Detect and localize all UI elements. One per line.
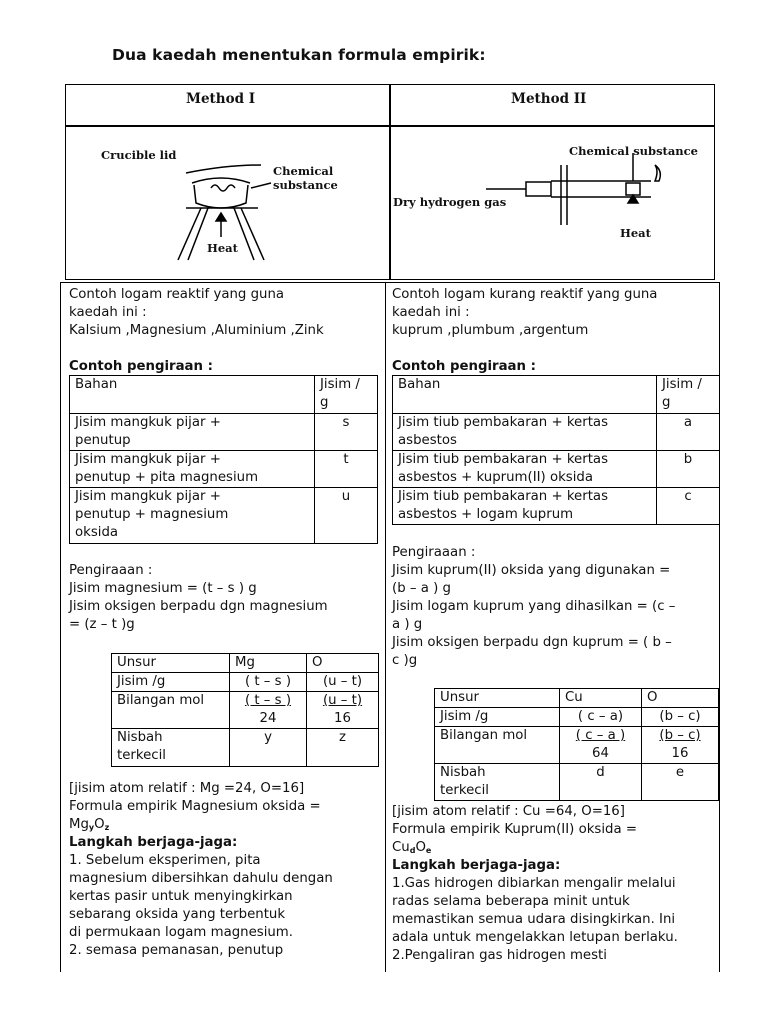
row1-line2: asbestos <box>398 433 457 448</box>
right-precaution-5: 2.Pengaliran gas hidrogen mesti <box>392 948 607 963</box>
m1-heat-label: Heat <box>207 241 238 255</box>
mol-o-num: (b – c) <box>659 728 701 743</box>
right-calc-3: (b – a ) g <box>392 581 451 596</box>
left-mass-table <box>69 375 378 544</box>
right-calc-heading: Contoh pengiraan : <box>392 359 536 374</box>
left-precaution-3: kertas pasir untuk menyingkirkan <box>69 889 293 904</box>
m2-chemical-label: Chemical substance <box>569 144 698 158</box>
mol-o-den: 16 <box>334 711 351 726</box>
row3-value: c <box>684 489 692 504</box>
row2-line2: penutup + pita magnesium <box>75 470 259 485</box>
row3-line3: oksida <box>75 525 119 540</box>
row3-line2: penutup + magnesium <box>75 507 229 522</box>
formula-o: O <box>415 840 426 855</box>
right-mass-table <box>392 375 720 525</box>
row1-line2: penutup <box>75 433 131 448</box>
crucible-lid <box>192 178 250 183</box>
chemical-in-crucible <box>211 185 235 191</box>
method2-title: Method II <box>511 91 587 107</box>
chemical-pointer-line <box>251 183 271 188</box>
right-precaution-heading: Langkah berjaga-jaga: <box>392 858 561 873</box>
row2-value: t <box>343 452 349 467</box>
table-row <box>393 376 720 414</box>
row3-line1: Jisim mangkuk pijar + <box>75 489 221 504</box>
row1-line1: Jisim tiub pembakaran + kertas <box>398 415 608 430</box>
table-row <box>393 488 720 525</box>
formula-cu: Cu <box>392 840 410 855</box>
right-calc-7: c )g <box>392 653 418 668</box>
left-calc-4: = (z – t )g <box>69 617 135 632</box>
left-calc-2: Jisim magnesium = (t – s ) g <box>69 581 257 596</box>
mol-o-den: 16 <box>671 746 689 761</box>
table-row <box>393 451 720 488</box>
table-row <box>112 729 379 767</box>
header-mass: Jisim / <box>320 377 360 392</box>
formula-mg: Mg <box>69 817 89 832</box>
mol-mg-den: 24 <box>259 711 277 726</box>
table-row <box>70 414 378 451</box>
left-precaution-1: 1. Sebelum eksperimen, pita <box>69 853 261 868</box>
mol-mass-o: (u – t) <box>322 674 363 689</box>
ratio-label-2: terkecil <box>440 783 489 798</box>
row2-line2: asbestos + kuprum(II) oksida <box>398 470 593 485</box>
ratio-label-2: terkecil <box>117 748 166 763</box>
row2-line1: Jisim tiub pembakaran + kertas <box>398 452 608 467</box>
right-precaution-2: radas selama beberapa minit untuk <box>392 894 630 909</box>
mol-mg-num: ( t – s ) <box>244 693 292 708</box>
left-intro-2: kaedah ini : <box>69 305 147 320</box>
column-divider <box>385 283 386 972</box>
mol-h1: Unsur <box>440 690 479 705</box>
table-row <box>70 376 378 414</box>
heat-arrow-head-2 <box>628 195 638 203</box>
left-mole-table <box>111 653 379 767</box>
porcelain-boat <box>626 183 640 195</box>
table-row <box>112 692 379 729</box>
m2-gas-label: Dry hydrogen gas <box>393 195 507 209</box>
header-item: Bahan <box>75 377 118 392</box>
mol-h3: O <box>647 690 658 705</box>
formula-sub-d: d <box>409 846 416 855</box>
row3-line1: Jisim tiub pembakaran + kertas <box>398 489 608 504</box>
table-row <box>112 673 379 692</box>
ratio-cu: d <box>596 765 605 780</box>
header-mass: Jisim / <box>662 377 702 392</box>
methods-figure <box>65 84 715 280</box>
row3-line2: asbestos + logam kuprum <box>398 507 574 522</box>
table-row <box>112 654 379 673</box>
mol-h3: O <box>312 655 323 670</box>
combustion-tube-apparatus <box>486 153 660 225</box>
left-precaution-5: di permukaan logam magnesium. <box>69 925 293 940</box>
row2-line1: Jisim mangkuk pijar + <box>75 452 221 467</box>
left-precaution-6: 2. semasa pemanasan, penutup <box>69 943 284 958</box>
formula-sub-z: z <box>104 823 110 832</box>
left-ram: [jisim atom relatif : Mg =24, O=16] <box>69 781 305 796</box>
mol-h2: Mg <box>235 655 255 670</box>
row1-value: a <box>683 415 693 430</box>
right-precaution-4: adala untuk mengelakkan letupan berlaku. <box>392 930 678 945</box>
table-row <box>70 488 378 544</box>
left-calc-3: Jisim oksigen berpadu dgn magnesium <box>69 599 328 614</box>
row1-line1: Jisim mangkuk pijar + <box>75 415 221 430</box>
mol-cu-num: ( c – a ) <box>575 728 626 743</box>
right-intro-2: kaedah ini : <box>392 305 470 320</box>
tube-stopper <box>526 182 551 196</box>
ratio-label-1: Nisbah <box>440 765 486 780</box>
right-intro-1: Contoh logam kurang reaktif yang guna <box>392 287 658 302</box>
left-calc-1: Pengiraaan : <box>69 563 153 578</box>
right-calc-5: a ) g <box>392 617 423 632</box>
content-box <box>60 282 720 972</box>
method1-title: Method I <box>186 91 256 107</box>
mol-mass-o: (b – c) <box>659 709 701 724</box>
right-calc-2: Jisim kuprum(II) oksida yang digunakan = <box>392 563 671 578</box>
m1-chemical-label: Chemical <box>273 164 334 178</box>
row1-value: s <box>342 415 350 430</box>
row3-value: u <box>341 489 351 504</box>
apparatus-drawing <box>66 85 714 279</box>
left-calc-heading: Contoh pengiraan : <box>69 359 213 374</box>
left-precaution-4: sebarang oksida yang terbentuk <box>69 907 286 922</box>
table-row <box>435 689 719 708</box>
ratio-label-1: Nisbah <box>117 730 163 745</box>
header-item: Bahan <box>398 377 441 392</box>
mol-cu-den: 64 <box>592 746 609 761</box>
right-mole-table <box>434 688 719 801</box>
crucible-lid-label: Crucible lid <box>101 148 177 162</box>
left-precaution-heading: Langkah berjaga-jaga: <box>69 835 238 850</box>
right-precaution-3: memastikan semua udara disingkirkan. Ini <box>392 912 676 927</box>
ratio-o: e <box>675 765 685 780</box>
mol-h2: Cu <box>565 690 583 705</box>
formula-sub-y: y <box>88 823 95 832</box>
table-row <box>70 451 378 488</box>
right-ram: [jisim atom relatif : Cu =64, O=16] <box>392 804 625 819</box>
left-intro-1: Contoh logam reaktif yang guna <box>69 287 285 302</box>
mol-mass-label: Jisim /g <box>440 709 489 724</box>
table-row <box>435 764 719 801</box>
mol-label: Bilangan mol <box>117 693 205 708</box>
left-formula-1: Formula empirik Magnesium oksida = <box>69 799 321 814</box>
m1-substance-label: substance <box>273 178 338 192</box>
header-mass-unit: g <box>320 395 329 410</box>
table-row <box>393 414 720 451</box>
formula-o: O <box>94 817 105 832</box>
lid-pointer-line <box>186 165 261 173</box>
table-row <box>435 727 719 764</box>
formula-sub-e: e <box>425 846 432 855</box>
left-precaution-2: magnesium dibersihkan dahulu dengan <box>69 871 333 886</box>
heat-arrow-head <box>216 213 226 221</box>
mol-mass-cu: ( c – a) <box>577 709 624 724</box>
header-mass-unit: g <box>662 395 671 410</box>
right-calc-4: Jisim logam kuprum yang dihasilkan = (c – <box>392 599 676 614</box>
ratio-o: z <box>339 730 346 745</box>
flame <box>655 165 660 181</box>
page-title: Dua kaedah menentukan formula empirik: <box>112 46 486 64</box>
mol-label: Bilangan mol <box>440 728 528 743</box>
right-formula-1: Formula empirik Kuprum(II) oksida = <box>392 822 637 837</box>
right-calc-6: Jisim oksigen berpadu dgn kuprum = ( b – <box>392 635 672 650</box>
mol-mass-label: Jisim /g <box>117 674 166 689</box>
mol-o-num: (u – t) <box>322 693 363 708</box>
table-row <box>435 708 719 727</box>
crucible-body <box>194 185 248 208</box>
right-calc-1: Pengiraaan : <box>392 545 476 560</box>
right-precaution-1: 1.Gas hidrogen dibiarkan mengalir melalui <box>392 876 676 891</box>
mol-h1: Unsur <box>117 655 156 670</box>
m2-heat-label: Heat <box>620 226 651 240</box>
ratio-mg: y <box>264 730 272 745</box>
mol-mass-mg: ( t – s ) <box>244 674 292 689</box>
left-intro-3: Kalsium ,Magnesium ,Aluminium ,Zink <box>69 323 324 338</box>
row2-value: b <box>683 452 693 467</box>
right-intro-3: kuprum ,plumbum ,argentum <box>392 323 589 338</box>
